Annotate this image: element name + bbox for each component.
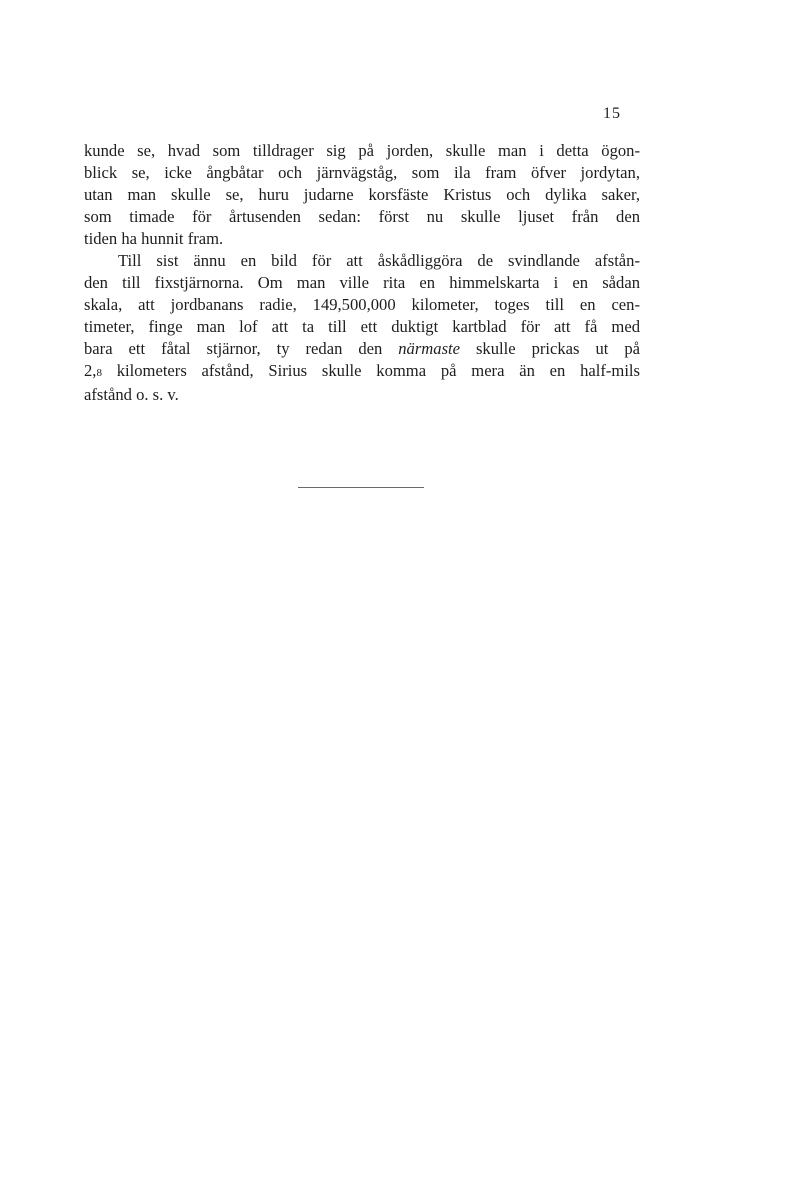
text-line: utan man skulle se, huru judarne korsfäste Kristus och dylika saker,: [84, 185, 640, 204]
text-segment: 2,: [84, 361, 97, 380]
paragraph-2: [84, 250, 640, 406]
text-segment: bara ett fåtal stjärnor, ty redan den: [84, 339, 399, 358]
text-line: [84, 338, 640, 360]
text-line: timeter, finge man lof att ta till ett duktigt kartblad för att få med: [84, 317, 640, 336]
body-text: [84, 140, 640, 406]
text-line: [84, 360, 640, 384]
text-line: blick se, icke ångbåtar och järnvägståg, som ila fram öfver jordytan,: [84, 163, 640, 182]
page-number: 15: [603, 105, 621, 122]
text-segment: kilometers afstånd, Sirius skulle komma på mera än en half-mils: [101, 361, 640, 380]
text-line: kunde se, hvad som tilldrager sig på jorden, skulle man i detta ögon-: [84, 141, 640, 160]
section-divider: [298, 487, 424, 488]
paragraph-1: [84, 140, 640, 250]
text-line: Till sist ännu en bild för att åskådliggöra de svindlande afstån-: [118, 251, 640, 270]
decimal-digit: 8: [96, 367, 102, 379]
text-line: den till fixstjärnorna. Om man ville rita en himmelskarta i en sådan: [84, 273, 640, 292]
text-line: tiden ha hunnit fram.: [84, 229, 224, 248]
text-line: skala, att jordbanans radie, 149,500,000 kilometer, toges till en cen-: [84, 295, 640, 314]
italic-word: närmaste: [398, 339, 461, 358]
text-line: som timade för årtusenden sedan: först nu skulle ljuset från den: [84, 207, 640, 226]
text-segment: skulle prickas ut på: [460, 339, 640, 358]
text-line: afstånd o. s. v.: [84, 385, 179, 404]
